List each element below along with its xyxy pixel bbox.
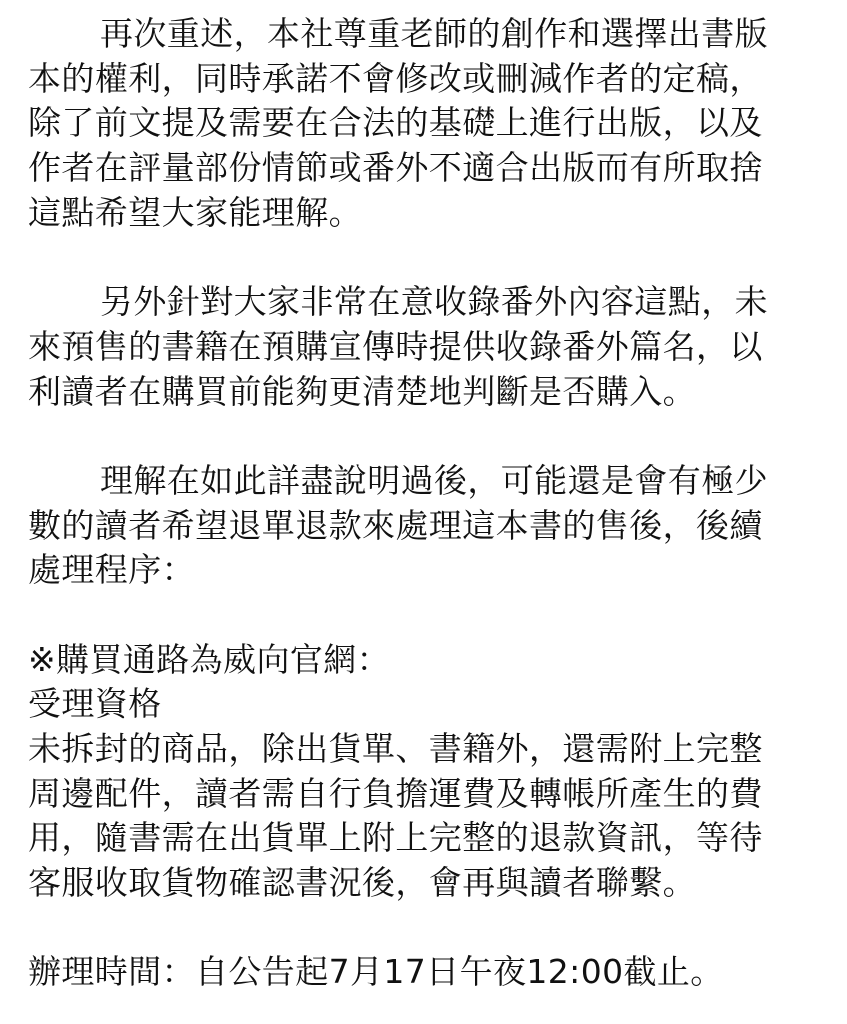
paragraph-extra-content [28,280,818,414]
eligibility-heading: 受理資格 [28,684,162,724]
text-line: 數的讀者希望退單退款來處理這本書的售後，後續 [28,505,763,545]
announcement-document [28,12,818,995]
text-line: 再次重述，本社尊重老師的創作和選擇出書版 [100,14,768,53]
paragraph-refund-intro [28,459,818,593]
paragraph-spacer [28,593,818,638]
eligibility-text-line: 周邊配件，讀者需自行負擔運費及轉帳所產生的費 [28,773,763,813]
text-line: 作者在評量部份情節或番外不適合出版而有所取捨 [28,148,763,188]
paragraph-spacer [28,235,818,280]
paragraph-spacer [28,414,818,459]
paragraph-spacer [28,906,818,951]
text-line: 這點希望大家能理解。 [28,192,362,232]
eligibility-text-line: 用，隨書需在出貨單上附上完整的退款資訊，等待 [28,818,763,858]
eligibility-text-line: 未拆封的商品，除出貨單、書籍外，還需附上完整 [28,729,763,768]
text-line: 來預售的書籍在預購宣傳時提供收錄番外篇名，以 [28,326,763,366]
purchase-channel-note: ※購買通路為威向官網： [28,639,391,679]
text-line: 除了前文提及需要在合法的基礎上進行出版，以及 [28,103,763,143]
text-line: 另外針對大家非常在意收錄番外內容這點，未 [100,282,768,322]
paragraph-respect-rights [28,12,818,235]
eligibility-text-line: 客服收取貨物確認書況後，會再與讀者聯繫。 [28,863,696,903]
text-line: 利讀者在購買前能夠更清楚地判斷是否購入。 [28,371,696,411]
text-line: 處理程序： [28,550,195,590]
text-line: 理解在如此詳盡說明過後，可能還是會有極少 [100,460,768,500]
text-line: 本的權利，同時承諾不會修改或刪減作者的定稿， [28,58,763,98]
processing-deadline: 辦理時間：自公告起7月17日午夜12:00截止。 [28,952,724,992]
refund-section [28,638,818,996]
